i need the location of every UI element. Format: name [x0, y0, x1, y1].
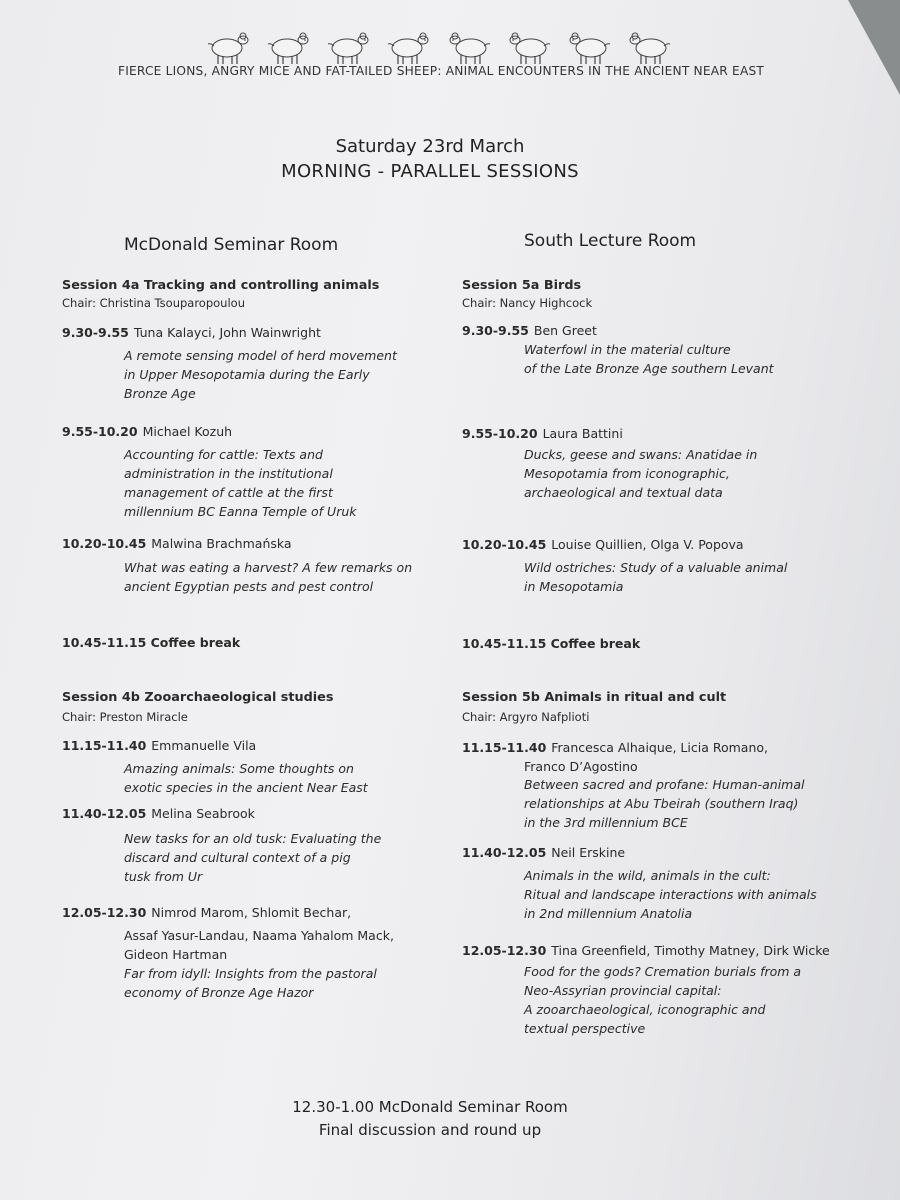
session-chair: Chair: Nancy Highcock	[462, 296, 593, 310]
talk-slot	[462, 943, 830, 958]
session-chair: Chair: Christina Tsouparopoulou	[62, 296, 245, 310]
sheep-icon	[505, 22, 553, 66]
conference-title: FIERCE LIONS, ANGRY MICE AND FAT-TAILED SHEEP: ANIMAL ENCOUNTERS IN THE ANCIENT NEAR EAST	[118, 64, 765, 78]
talk-title: Waterfowl in the material culture of the Late Bronze Age southern Levant	[524, 342, 774, 376]
sheep-icon	[565, 22, 613, 66]
session-chair: Chair: Argyro Nafplioti	[462, 710, 590, 724]
talk-time: 10.20-10.45	[62, 536, 147, 551]
session-title: Session 4b Zooarchaeological studies	[62, 690, 334, 705]
talk-title: Wild ostriches: Study of a valuable animal in Mesopotamia	[524, 560, 788, 594]
talk-speaker: Francesca Alhaique, Licia Romano,	[551, 740, 768, 755]
talk-slot	[62, 806, 255, 821]
talk-title: A remote sensing model of herd movement in Upper Mesopotamia during the Early Bronze Age	[124, 348, 397, 401]
talk-title: New tasks for an old tusk: Evaluating the discard and cultural context of a pig tusk from Ur	[124, 831, 382, 884]
talk-slot	[462, 537, 744, 552]
talk-slot	[62, 325, 321, 340]
talk-speaker: Tuna Kalayci, John Wainwright	[133, 325, 321, 340]
talk-time: 10.20-10.45	[462, 537, 547, 552]
talk-slot	[462, 426, 623, 441]
talk-time: 11.15-11.40	[62, 738, 147, 753]
talk-title: Animals in the wild, animals in the cult: Ritual and landscape interactions with animals in 2nd millennium Anatolia	[524, 868, 817, 921]
talk-title: What was eating a harvest? A few remarks on ancient Egyptian pests and pest control	[124, 560, 413, 594]
room-heading: McDonald Seminar Room	[124, 235, 339, 255]
session-title: Session 5b Animals in ritual and cult	[462, 690, 727, 705]
sheep-icon	[265, 22, 313, 66]
talk-speaker: Michael Kozuh	[142, 424, 233, 439]
talk-time: 9.55-10.20	[462, 426, 538, 441]
talk-slot	[462, 323, 597, 338]
talk-title: Food for the gods? Cremation burials from a Neo-Assyrian provincial capital: A zooarchaeological, iconographic and textual perspective	[524, 964, 802, 1036]
talk-time: 11.40-12.05	[462, 845, 547, 860]
talk-speaker: Emmanuelle Vila	[151, 738, 257, 753]
talk-title: Between sacred and profane: Human-animal relationships at Abu Tbeirah (southern Iraq) in the 3rd millennium BCE	[524, 777, 805, 830]
coffee-break: 10.45-11.15 Coffee break	[462, 636, 641, 651]
talk-title: Ducks, geese and swans: Anatidae in Mesopotamia from iconographic, archaeological and textual data	[524, 447, 758, 500]
sheep-icon	[325, 22, 373, 66]
talk-slot	[62, 905, 351, 920]
talk-speaker: Melina Seabrook	[151, 806, 255, 821]
talk-speaker: Ben Greet	[533, 323, 597, 338]
talk-time: 12.05-12.30	[62, 905, 147, 920]
sheep-icon	[445, 22, 493, 66]
talk-speaker: Malwina Brachmańska	[151, 536, 292, 551]
talk-title: Amazing animals: Some thoughts on exotic species in the ancient Near East	[124, 761, 368, 795]
day-date: Saturday 23rd March	[335, 136, 525, 157]
talk-slot	[62, 738, 256, 753]
talk-speaker: Louise Quillien, Olga V. Popova	[551, 537, 744, 552]
talk-time: 9.30-9.55	[62, 325, 129, 340]
talk-speaker-continued: Franco D’Agostino	[524, 759, 638, 774]
session-title: Session 5a Birds	[462, 278, 582, 293]
closing-session: 12.30-1.00 McDonald Seminar Room	[292, 1098, 568, 1116]
talk-time: 9.55-10.20	[62, 424, 138, 439]
talk-speaker: Neil Erskine	[551, 845, 626, 860]
coffee-break: 10.45-11.15 Coffee break	[62, 635, 241, 650]
day-subtitle: MORNING - PARALLEL SESSIONS	[281, 161, 579, 182]
room-heading: South Lecture Room	[524, 231, 697, 251]
sheep-icon	[205, 22, 253, 66]
session-chair: Chair: Preston Miracle	[62, 710, 188, 724]
talk-time: 9.30-9.55	[462, 323, 529, 338]
talk-speaker: Laura Battini	[542, 426, 623, 441]
talk-slot	[62, 536, 292, 551]
talk-speaker: Tina Greenfield, Timothy Matney, Dirk Wicke	[551, 943, 830, 958]
session-title: Session 4a Tracking and controlling animals	[62, 278, 380, 293]
talk-title: Accounting for cattle: Texts and administration in the institutional management of cattle at the first millennium BC Eanna Temple of Uruk	[124, 447, 357, 519]
talk-time: 12.05-12.30	[462, 943, 547, 958]
closing-description: Final discussion and round up	[318, 1121, 542, 1139]
talk-slot	[462, 845, 625, 860]
sheep-banner	[205, 22, 665, 66]
sheep-icon	[385, 22, 433, 66]
talk-title: Far from idyll: Insights from the pastoral economy of Bronze Age Hazor	[124, 966, 377, 1000]
talk-time: 11.15-11.40	[462, 740, 547, 755]
talk-speaker-continued: Assaf Yasur-Landau, Naama Yahalom Mack, Gideon Hartman	[124, 928, 394, 962]
sheep-icon	[625, 22, 673, 66]
talk-slot	[62, 424, 232, 439]
talk-time: 11.40-12.05	[62, 806, 147, 821]
talk-speaker: Nimrod Marom, Shlomit Bechar,	[151, 905, 352, 920]
talk-slot	[462, 740, 768, 755]
